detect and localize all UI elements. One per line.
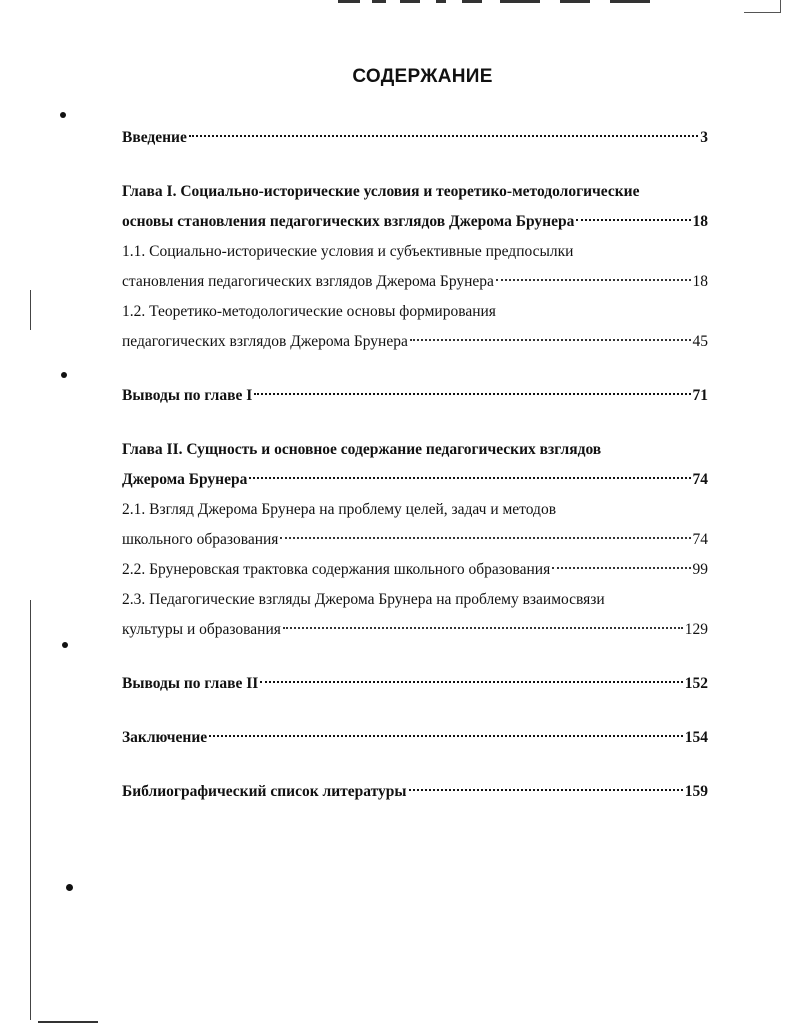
dot-leader [280,537,690,539]
toc-page-number: 154 [684,729,708,746]
dot-leader [496,279,691,281]
table-of-contents [122,123,708,807]
toc-entry-label: 1.2. Теоретико-методологические основы формирования [122,303,496,320]
scan-speck [60,112,66,118]
toc-entry-conclusions-chapter-1[interactable] [122,381,708,411]
toc-entry-label: педагогических взглядов Джерома Брунера [122,333,408,350]
toc-page-number: 99 [692,561,708,578]
dot-leader [410,339,691,341]
scan-margin-line [30,290,31,330]
toc-chapter-2-line-2[interactable] [122,465,708,495]
toc-section-2-1-line-2[interactable] [122,525,708,555]
toc-entry-label: Джерома Брунера [122,471,248,488]
toc-entry-label: 1.1. Социально-исторические условия и субъективные предпосылки [122,243,574,260]
toc-page-number: 152 [684,675,708,692]
toc-entry-label: основы становления педагогических взглядов Джерома Брунера [122,213,575,230]
toc-entry-label: Заключение [122,729,208,746]
scan-edge-mark [400,0,420,3]
toc-entry-label: Выводы по главе I [122,387,253,404]
toc-page-number: 74 [692,531,708,548]
toc-entry-label: культуры и образования [122,621,281,638]
toc-entry-label: Выводы по главе II [122,675,259,692]
toc-entry-label: Глава I. Социально-исторические условия и теоретико-методологические [122,183,640,200]
toc-entry-label: становления педагогических взглядов Джерома Брунера [122,273,494,290]
toc-entry-conclusion[interactable] [122,723,708,753]
page-title: СОДЕРЖАНИЕ [352,66,493,87]
scan-edge-mark [560,0,590,3]
toc-entry-label: школьного образования [122,531,279,548]
scan-speck [66,884,73,891]
toc-page-number: 71 [692,387,708,404]
dot-leader [249,477,690,479]
toc-page-number: 159 [684,783,708,800]
toc-entry-label: Введение [122,129,187,146]
dot-leader [254,393,690,395]
toc-section-2-3-line-2[interactable] [122,615,708,645]
scan-edge-mark [500,0,540,3]
toc-chapter-1-line-2[interactable] [122,207,708,237]
scan-edge-mark [436,0,446,3]
toc-section-2-3-line-1[interactable] [122,585,708,615]
toc-section-2-2[interactable] [122,555,708,585]
toc-entry-label: 2.2. Брунеровская трактовка содержания школьного образования [122,561,551,578]
toc-entry-label: 2.1. Взгляд Джерома Брунера на проблему целей, задач и методов [122,501,557,518]
toc-page-number: 74 [692,471,708,488]
dot-leader [260,681,682,683]
toc-entry-label: Глава II. Сущность и основное содержание педагогических взглядов [122,441,602,458]
toc-entry-bibliography[interactable] [122,777,708,807]
toc-section-1-2-line-1[interactable] [122,297,708,327]
toc-entry-label: Библиографический список литературы [122,783,407,800]
dot-leader [409,789,683,791]
dot-leader [209,735,683,737]
scan-speck [62,642,68,648]
toc-section-1-1-line-1[interactable] [122,237,708,267]
toc-chapter-2-line-1[interactable] [122,435,708,465]
toc-section-2-1-line-1[interactable] [122,495,708,525]
scan-margin-line [30,600,31,1020]
toc-section-1-1-line-2[interactable] [122,267,708,297]
scan-edge-mark [338,0,360,3]
toc-entry-introduction[interactable] [122,123,708,153]
scan-edge-mark [610,0,650,3]
toc-page-number: 45 [692,333,708,350]
dot-leader [189,135,698,137]
toc-section-1-2-line-2[interactable] [122,327,708,357]
toc-page-number: 3 [700,129,708,146]
scan-speck [61,372,67,378]
dot-leader [283,627,683,629]
dot-leader [552,567,690,569]
scan-edge-mark [462,0,482,3]
toc-chapter-1-line-1[interactable] [122,177,708,207]
toc-entry-label: 2.3. Педагогические взгляды Джерома Брунера на проблему взаимосвязи [122,591,605,608]
scan-edge-mark [372,0,386,3]
toc-page-number: 18 [692,273,708,290]
scan-corner-mark [744,0,781,13]
toc-page-number: 18 [692,213,708,230]
toc-entry-conclusions-chapter-2[interactable] [122,669,708,699]
dot-leader [576,219,690,221]
toc-page-number: 129 [684,621,708,638]
